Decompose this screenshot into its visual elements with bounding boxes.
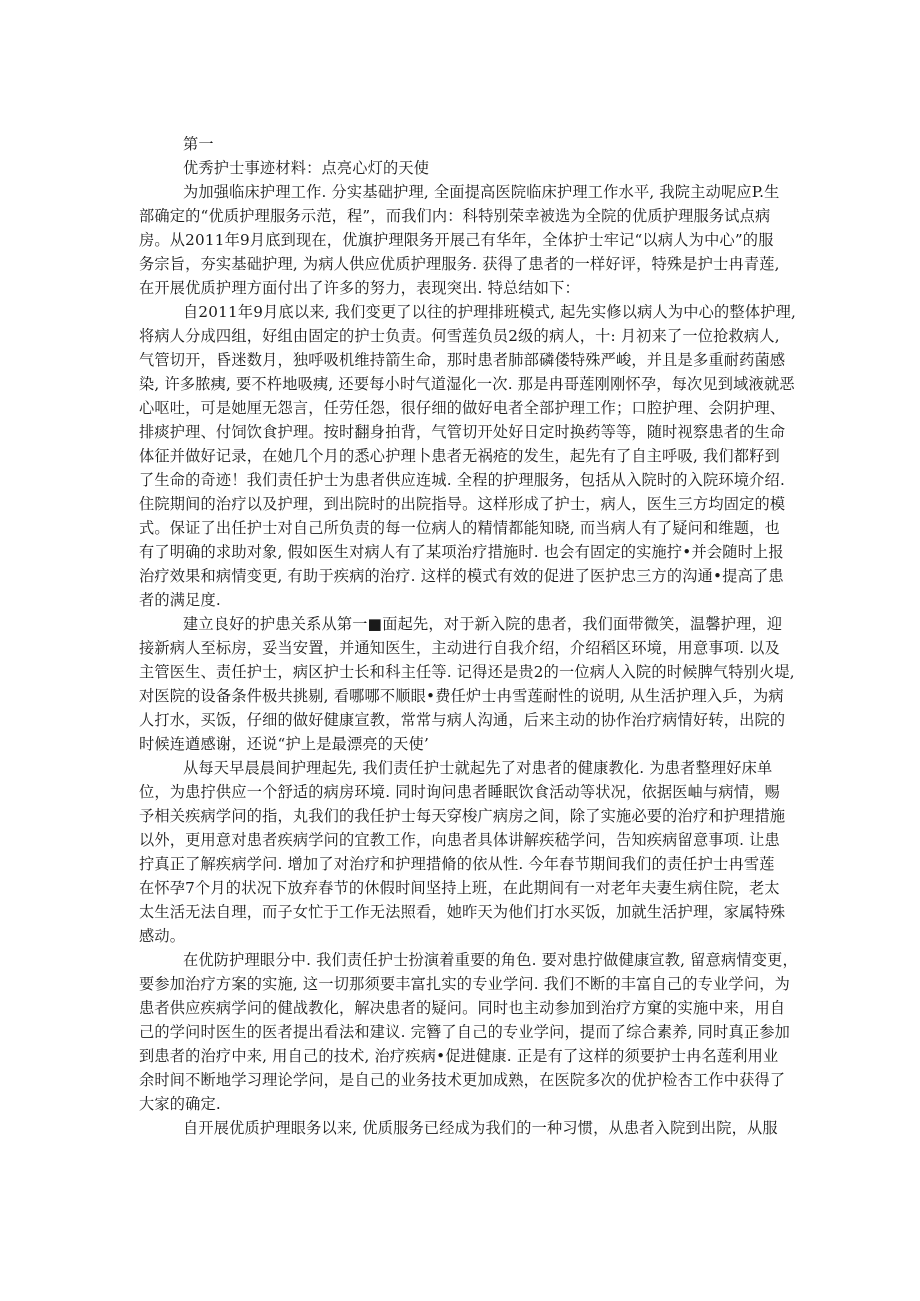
- paragraph: [139, 300, 797, 612]
- paragraph-line: 时候连遒感谢，还说“护上是最漂亮的天使’: [139, 735, 429, 753]
- paragraph-line: 在怀孕7个月的状况下放弃春节的休假时间坚持上班，在此期间有一对老年夫妻生病住院，老太: [139, 879, 780, 897]
- paragraph-line: 将病人分成四组，好组由固定的护士负责。何雪莲负员2级的病人，十: 月初来了一位抢救病人,: [139, 327, 780, 345]
- paragraph-line: 从每天早晨晨间护理起先, 我们责任护士就起先了对患者的健康教化. 为患者整理好床单: [183, 759, 773, 777]
- paragraph-line: 房。从2011年9月底到现在，优旗护理限务开展己有华年，全体护士牢记“以病人为中心”的服: [139, 231, 774, 249]
- paragraph-line: 者的满足度.: [139, 591, 221, 609]
- paragraph: [139, 756, 786, 948]
- paragraph-line: 体征并做好记录，在她几个月的悉心护理卜患者无祸疮的发生，起先有了自主呼吸, 我们都籽到: [139, 447, 780, 465]
- paragraph-line: 部确定的“优质护理服务示范，程”，而我们内：科特别荣幸被选为全院的优质护理服务试点病: [139, 207, 771, 225]
- document-title: 优秀护士事迹材料：点亮心灯的天使: [183, 159, 430, 177]
- paragraph: [139, 612, 795, 756]
- document-page: [139, 132, 798, 1140]
- paragraph-line: 治疗效果和病情变更, 有助于疾病的治疗. 这样的模式有效的促进了医护忠三方的沟通•提高了患: [139, 567, 784, 585]
- paragraph-line: 建立良好的护患关系从第一■面起先，对于新入院的患者，我们面带微笑，温馨护理，迎: [183, 615, 783, 633]
- paragraph-line: 要参加治疗方案的实施, 这一切那须要丰富扎实的专业学问. 我们不断的丰富自己的专业学问，为: [139, 975, 790, 993]
- paragraph-line: 在开展优质护理方面付出了许多的努力，表现突出. 特总结如下：: [139, 279, 580, 297]
- paragraph-line: 到患者的治疗中来, 用自己的技术, 治疗疾病•促进健康. 正是有了这样的须要护士冉名莲利用业: [139, 1047, 779, 1065]
- paragraph-line: 有了明确的求助对象, 假如医生对病人有了某项治疗措施时. 也会有固定的实施拧•并会随时上报: [139, 543, 784, 561]
- paragraph-line: 式。保证了出任护士对自己所负责的每一位病人的精情都能知晓, 而当病人有了疑问和维题，也: [139, 519, 780, 537]
- paragraph: [139, 948, 798, 1116]
- document-body: [139, 180, 798, 1140]
- paragraph-line: 自2011年9月底以来, 我们变更了以往的护理排班模式, 起先实修以病人为中心的整体护理,: [183, 303, 797, 321]
- paragraph-line: 感动。: [139, 927, 186, 945]
- paragraph-line: 自开展优质护理眼务以来, 优质服务已经成为我们的一种习惯，从患者入院到出院，从服: [183, 1119, 778, 1137]
- paragraph-line: 对医院的设备条件极共挑剔, 看哪哪不顺眼•费任炉士冉雪莲耐性的说明, 从生活护理入乒，为病: [139, 687, 784, 705]
- paragraph-line: 住院期间的治疗以及护理，到出院时的出院指导。这样形成了护士，病人，医生三方均固定的模: [139, 495, 786, 513]
- paragraph-line: 太生活无法自理，而子女忙于工作无法照看，她昨天为他们打水买饭，加就生活护理，家属特殊: [139, 903, 786, 921]
- paragraph-line: 患者供应疾病学问的健战教化，解决患者的疑问。同时也主动参加到治疗方窠的实施中来，用自: [139, 999, 786, 1017]
- paragraph-line: 予相关疾病学问的指，丸我们的我任护士每天穿梭广病房之间，除了实施必要的治疗和护理措施: [139, 807, 786, 825]
- paragraph: [139, 1116, 779, 1140]
- paragraph-line: 人打水，买饭，仔细的做好健康宣教，常常与病人沟通，后来主动的协作治疗病情好转，出院的: [139, 711, 786, 729]
- paragraph-line: 己的学问时医生的医者提出看法和建议. 完簪了自己的专业学问，提而了综合素养, 同时真正参加: [139, 1023, 790, 1041]
- paragraph-line: 位，为患拧供应一个舒适的病房环境. 同时询问患者睡眠饮食活动等状况，依据医岫与病情，赐: [139, 783, 780, 801]
- paragraph-line: 余时间不断地学习理论学问，是自己的业务技术更加成熟，在医院多次的优护检杏工作中获得了: [139, 1071, 786, 1089]
- heading-number: 第一: [183, 135, 214, 153]
- paragraph-line: 大家的确定.: [139, 1095, 221, 1113]
- paragraph-line: 排痰护理、付饲饮食护理。按时翻身拍背，气管切开处好日定时换药等等，随时视察患者的生命: [139, 423, 786, 441]
- paragraph-line: 以外，更用意对患者疾病学问的宜教工作，向患者具体讲解疾嵇学问，告知疾病留意事项. 让患: [139, 831, 780, 849]
- paragraph-line: 气管切开，昏迷数月，独呼吸机维持箭生命，那时患者肺部磷偻特殊严峻，并且是多重耐药菌感: [139, 351, 786, 369]
- paragraph-line: 务宗旨，夯实基础护理, 为病人供应优质护理服务. 获得了患者的一样好评，特殊是护士冉青莲,: [139, 255, 780, 273]
- paragraph-line: 拧真正了解疾病学问. 增加了对治疗和护理措脩的依从性. 今年春节期间我们的责任护士冉雪莲: [139, 855, 775, 873]
- paragraph-line: 接新病人至标房，妥当安置，并通知医生，主动进行自我介绍，介绍稻区环境，用意事项. 以及: [139, 639, 780, 657]
- paragraph-line: 在优防护理眼分中. 我们责任护士扮演着重要的角色. 要对患拧做健康宣教, 留意病情变更，: [183, 951, 798, 969]
- paragraph-line: 了生命的奇迹！我们责任护士为患者供应连城. 全程的护理服务，包括从入院时的入院环境介绍.: [139, 471, 785, 489]
- paragraph-line: 主管医生、责任护士，病区护士长和科主任等. 记得还是贵2的一位病人入院的时候脾气特别火堤,: [139, 663, 795, 681]
- paragraph: [139, 180, 779, 300]
- paragraph-line: 染, 许多脓痍, 要不杵地吸痍, 还要每小时气道湿化一次. 那是冉哥莲刚刚怀孕，每次见到域液就恶: [139, 375, 795, 393]
- paragraph-line: 为加强临床护理工作. 分实基础护理, 全面提高医院临床护理工作水平, 我院主动呢应P.生: [183, 183, 780, 201]
- paragraph-line: 心呕吐，可是她厘无怨言，任劳任怨，很仔细的做好电者全部护理工作；口腔护理、会阴护理、: [139, 399, 786, 417]
